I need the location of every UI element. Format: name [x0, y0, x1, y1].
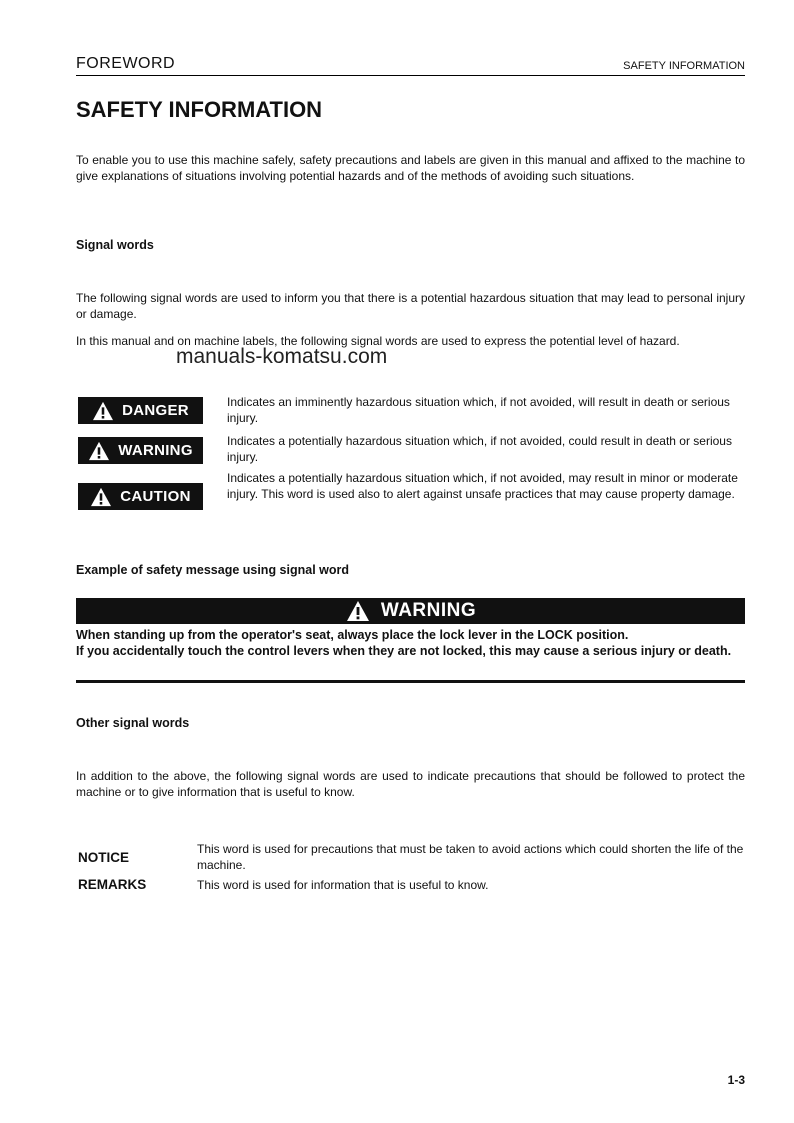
- danger-description: Indicates an imminently hazardous situation which, if not avoided, will result in death or serious injury.: [227, 395, 730, 425]
- signal-words-paragraph-1: The following signal words are used to inform you that there is a potential hazardous situation that may lead to personal injury or damage.: [76, 291, 745, 321]
- caution-description: Indicates a potentially hazardous situation which, if not avoided, may result in minor or moderate injury. This word is used also to alert against unsafe practices that may cause property damage.: [227, 471, 738, 501]
- warning-badge: [78, 437, 203, 464]
- notice-description: This word is used for precautions that must be taken to avoid actions which could shorten the life of the machine.: [197, 842, 744, 872]
- caution-badge-label: CAUTION: [120, 488, 191, 505]
- remarks-description: This word is used for information that is useful to know.: [197, 878, 489, 892]
- example-heading: Example of safety message using signal word: [76, 563, 350, 577]
- signal-words-paragraph-2: In this manual and on machine labels, the following signal words are used to express the potential level of hazard.: [76, 334, 680, 348]
- signal-words-heading: Signal words: [76, 238, 154, 252]
- warning-badge-label: WARNING: [118, 442, 193, 459]
- warning-triangle-icon: [90, 487, 112, 507]
- warning-description: Indicates a potentially hazardous situation which, if not avoided, could result in death or serious injury.: [227, 434, 732, 464]
- page-header: [76, 55, 745, 76]
- caution-badge: [78, 483, 203, 510]
- other-signal-words-paragraph: In addition to the above, the following signal words are used to indicate precautions that should be followed to protect the machine or to give information that is useful to know.: [76, 769, 745, 799]
- example-warning-line-2: If you accidentally touch the control levers when they are not locked, this may cause a serious injury or death.: [76, 644, 732, 658]
- remarks-label: REMARKS: [78, 877, 147, 892]
- example-warning-line-1: When standing up from the operator's seat, always place the lock lever in the LOCK position.: [76, 628, 629, 642]
- warning-triangle-icon: [345, 600, 371, 622]
- notice-label: NOTICE: [78, 850, 130, 865]
- intro-paragraph: To enable you to use this machine safely, safety precautions and labels are given in this manual and affixed to the machine to give explanations of situations involving potential hazards and of the methods of avoiding such situations.: [76, 153, 745, 183]
- danger-badge-label: DANGER: [122, 402, 189, 419]
- other-signal-words-heading: Other signal words: [76, 716, 190, 730]
- header-section-title: FOREWORD: [76, 55, 176, 72]
- example-warning-message: [76, 627, 745, 659]
- example-warning-bar: [76, 598, 745, 624]
- warning-triangle-icon: [88, 441, 110, 461]
- warning-triangle-icon: [92, 401, 114, 421]
- header-chapter-title: SAFETY INFORMATION: [623, 60, 745, 72]
- example-warning-label: WARNING: [380, 600, 477, 621]
- page-title: SAFETY INFORMATION: [76, 97, 323, 122]
- page-number: 1-3: [727, 1073, 745, 1087]
- danger-badge: [78, 397, 203, 424]
- example-warning-rule: [76, 680, 745, 683]
- watermark-text: manuals-komatsu.com: [176, 345, 388, 368]
